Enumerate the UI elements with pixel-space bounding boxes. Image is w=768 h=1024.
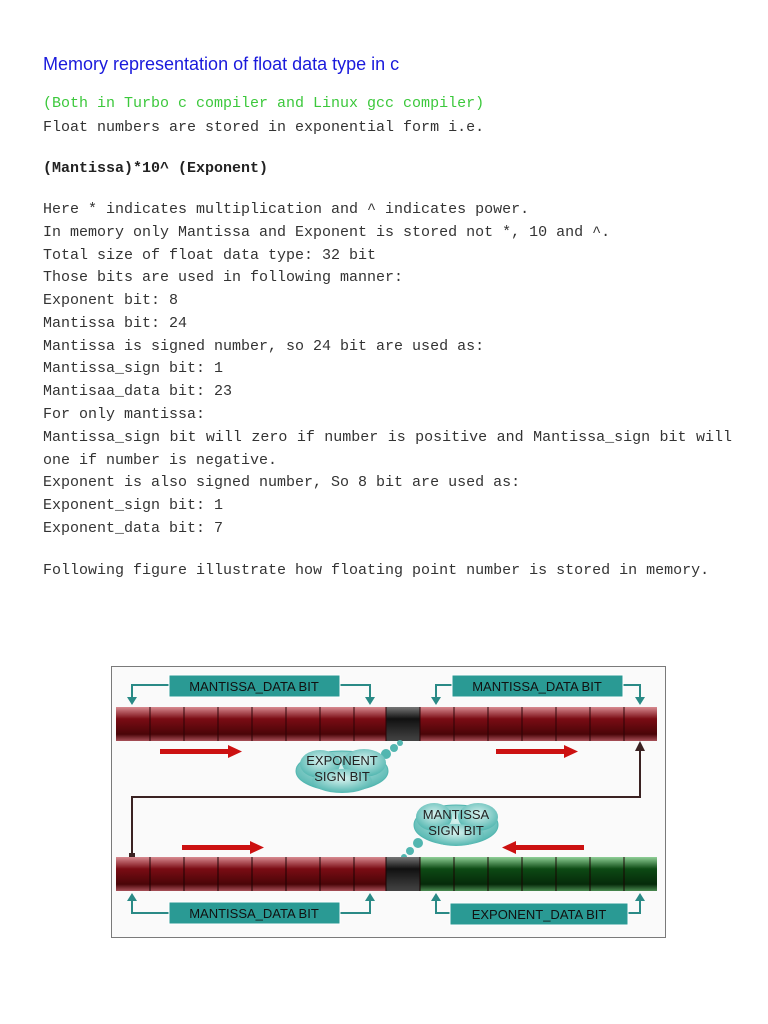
direction-arrow-bottom-right (502, 841, 584, 854)
text-line: Exponent bit: 8 (43, 292, 179, 309)
arrowhead (365, 697, 375, 705)
text-line: Mantissa bit: 24 (43, 315, 188, 332)
text-line: Mantissa_sign bit: 1 (43, 360, 224, 377)
formula-text: (Mantissa)*10^ (Exponent) (43, 160, 269, 177)
cloud-exponent-label-2: SIGN BIT (314, 769, 370, 784)
label-bottom-right: EXPONENT_DATA BIT (471, 907, 607, 922)
arrowhead (635, 697, 645, 705)
arrowhead (431, 893, 441, 901)
bit-order-connector (132, 747, 640, 855)
mantissa-data-bits-top-left (116, 707, 386, 741)
direction-arrow-bottom-left (182, 841, 264, 854)
text-line: Exponent_data bit: 7 (43, 520, 224, 537)
text-line: For only mantissa: (43, 406, 206, 423)
direction-arrow-top-left (160, 745, 242, 758)
cloud-mantissa-label-1: MANTISSA (422, 807, 490, 822)
compiler-note: (Both in Turbo c compiler and Linux gcc compiler) (43, 95, 485, 112)
arrowhead (431, 697, 441, 705)
arrowhead (635, 741, 645, 751)
direction-arrow-top-right (496, 745, 578, 758)
cloud-exponent-label-1: EXPONENT (306, 753, 378, 768)
arrowhead (365, 893, 375, 901)
text-line: In memory only Mantissa and Exponent is stored not *, 10 and ^. (43, 224, 611, 241)
float-memory-diagram (112, 667, 667, 939)
text-line: Exponent_sign bit: 1 (43, 497, 224, 514)
exponent-data-bits (420, 857, 657, 891)
mantissa-data-bits-top-right (420, 707, 657, 741)
figure-intro-paragraph: Following figure illustrate how floating point number is stored in memory. (43, 562, 710, 579)
cloud-mantissa-label-2: SIGN BIT (428, 823, 484, 838)
float-memory-figure (111, 666, 666, 938)
text-line: Exponent is also signed number, So 8 bit are used as: (43, 474, 521, 491)
text-line: Here * indicates multiplication and ^ indicates power. (43, 201, 530, 218)
arrowhead (127, 893, 137, 901)
intro-text: Float numbers are stored in exponential form i.e. (43, 119, 485, 136)
label-top-left: MANTISSA_DATA BIT (189, 679, 319, 694)
page-title: Memory representation of float data type in c (43, 54, 400, 74)
mantissa-data-bits-bottom (116, 857, 386, 891)
top-bit-row (116, 707, 657, 741)
label-bottom-left: MANTISSA_DATA BIT (189, 906, 319, 921)
text-paragraph: Mantissa_sign bit will zero if number is positive and Mantissa_sign bit will one if number is negative. (43, 429, 732, 469)
text-line: Mantisaa_data bit: 23 (43, 383, 233, 400)
text-line: Those bits are used in following manner: (43, 269, 404, 286)
bottom-bit-row (116, 857, 657, 891)
label-top-right: MANTISSA_DATA BIT (472, 679, 602, 694)
arrowhead (635, 893, 645, 901)
text-line: Total size of float data type: 32 bit (43, 247, 377, 264)
mantissa-sign-cloud (401, 803, 498, 860)
text-line: Mantissa is signed number, so 24 bit are used as: (43, 338, 485, 355)
mantissa-sign-bit-cell (386, 857, 420, 891)
arrowhead (127, 697, 137, 705)
exponent-sign-bit-cell (386, 707, 420, 741)
exponent-sign-cloud (296, 740, 403, 793)
